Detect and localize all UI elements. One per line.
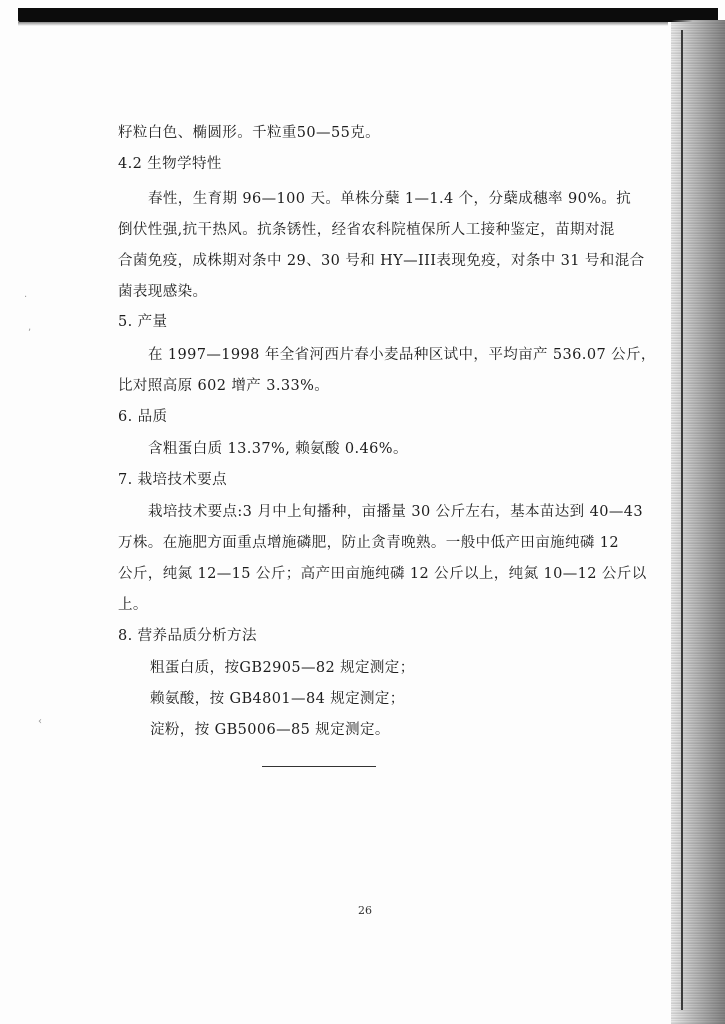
section-heading: 7. 栽培技术要点 xyxy=(118,472,228,488)
margin-speck: · xyxy=(24,292,28,303)
scan-binding-line xyxy=(681,30,683,1010)
paragraph-line: 公斤，纯氮 12—15 公斤；高产田亩施纯磷 12 公斤以上，纯氮 10—12 公斤以 xyxy=(118,566,647,582)
paragraph-line: 上。 xyxy=(118,597,148,613)
paragraph-line: 在 1997—1998 年全省河西片春小麦品种区试中，平均亩产 536.07 公斤， xyxy=(148,347,656,363)
method-item: 淀粉，按 GB5006—85 规定测定。 xyxy=(150,722,390,738)
paragraph-line: 春性，生育期 96—100 天。单株分蘖 1—1.4 个，分蘖成穗率 90%。抗 xyxy=(148,191,632,207)
end-rule xyxy=(262,766,376,767)
paragraph-line: 菌表现感染。 xyxy=(118,284,208,300)
page-number: 26 xyxy=(358,904,372,917)
paragraph-line: 万株。在施肥方面重点增施磷肥，防止贪青晚熟。一般中低产田亩施纯磷 12 xyxy=(118,535,620,551)
scan-binding-edge xyxy=(671,20,725,1024)
section-heading: 5. 产量 xyxy=(118,314,168,330)
margin-speck: , xyxy=(28,322,32,333)
method-item: 赖氨酸，按 GB4801—84 规定测定； xyxy=(150,691,405,707)
paragraph-line: 栽培技术要点:3 月中上旬播种，亩播量 30 公斤左右，基本苗达到 40—43 xyxy=(148,504,643,520)
scan-top-shadow xyxy=(18,22,668,26)
section-heading: 6. 品质 xyxy=(118,409,168,425)
section-heading: 8. 营养品质分析方法 xyxy=(118,628,257,644)
paragraph-line: 倒伏性强,抗干热风。抗条锈性，经省农科院植保所人工接种鉴定，苗期对混 xyxy=(118,222,615,238)
paragraph-line: 籽粒白色、椭圆形。千粒重50—55克。 xyxy=(118,125,380,141)
paragraph-line: 含粗蛋白质 13.37%, 赖氨酸 0.46%。 xyxy=(148,441,408,457)
margin-speck: ‹ xyxy=(38,716,42,727)
section-heading: 4.2 生物学特性 xyxy=(118,156,222,172)
paragraph-line: 比对照高原 602 增产 3.33%。 xyxy=(118,378,330,394)
paragraph-line: 合菌免疫，成株期对条中 29、30 号和 HY—III表现免疫，对条中 31 号和混合 xyxy=(118,253,645,269)
method-item: 粗蛋白质，按GB2905—82 规定测定； xyxy=(150,660,415,676)
scan-top-border xyxy=(18,8,718,22)
